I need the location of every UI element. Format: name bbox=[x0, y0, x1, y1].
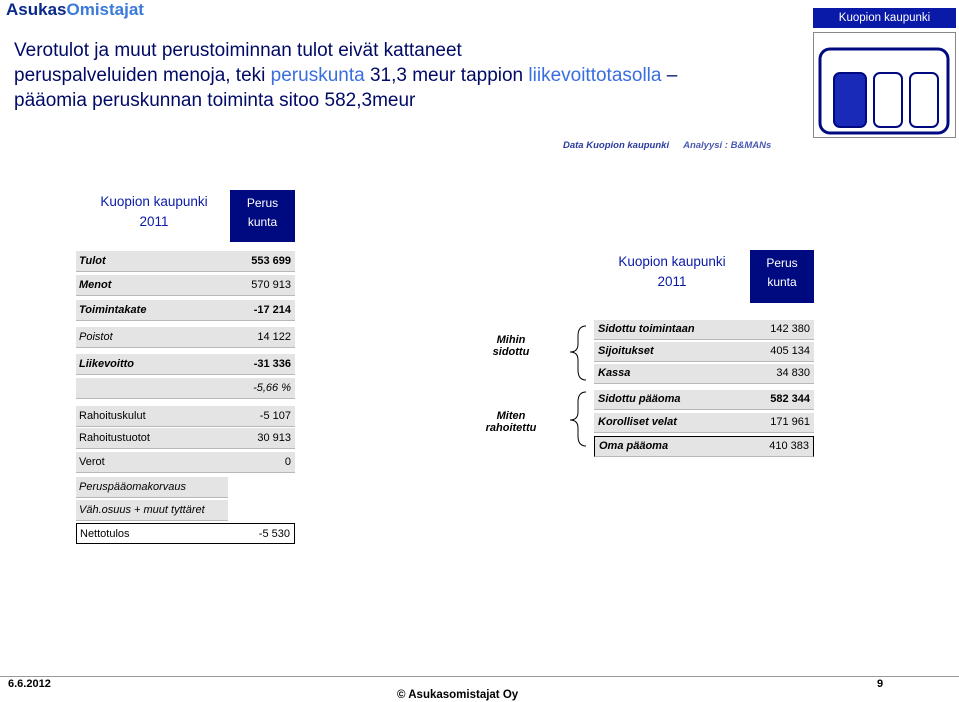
question1-line1: Mihin bbox=[496, 334, 526, 346]
title-line2-part: peruspalveluiden menoja, teki bbox=[14, 65, 271, 86]
title-line3: pääomia peruskunnan toiminta sitoo 582,3meur bbox=[14, 90, 416, 111]
row-value: -5 530 bbox=[258, 528, 290, 540]
balance-header-org bbox=[594, 250, 750, 305]
row-label: Peruspääomakorvaus bbox=[79, 481, 187, 493]
city-banner: Kuopion kaupunki bbox=[813, 8, 956, 28]
income-row-menot bbox=[76, 275, 295, 296]
row-label: Toimintakate bbox=[79, 304, 147, 316]
row-label: Korolliset velat bbox=[598, 416, 677, 428]
footer-divider bbox=[0, 676, 959, 677]
income-header-col2: kunta bbox=[247, 215, 278, 229]
income-row-verot bbox=[76, 452, 295, 473]
brand-part1: Asukas bbox=[6, 0, 67, 19]
balance-header-year: 2011 bbox=[657, 274, 687, 289]
row-value: -5 107 bbox=[259, 410, 291, 422]
income-row-peruspaaomakorvaus bbox=[76, 477, 228, 498]
income-header-column bbox=[230, 190, 295, 242]
brace-upper-icon bbox=[570, 326, 586, 380]
brand-part2: Omistajat bbox=[66, 0, 144, 19]
row-value: 171 961 bbox=[770, 416, 810, 428]
page-title bbox=[14, 38, 774, 113]
row-label: Liikevoitto bbox=[79, 358, 135, 370]
income-row-vah-osuus bbox=[76, 500, 228, 521]
title-highlight-peruskunta: peruskunta bbox=[270, 65, 365, 86]
row-value: -5,66 % bbox=[253, 382, 291, 394]
row-label: Rahoitustuotot bbox=[79, 432, 150, 444]
structure-map-icon bbox=[813, 32, 956, 138]
balance-row-korolliset-velat bbox=[594, 413, 814, 433]
row-value: -17 214 bbox=[253, 304, 291, 316]
income-header-year: 2011 bbox=[139, 214, 169, 229]
income-row-liikevoitto bbox=[76, 354, 295, 375]
balance-row-sidottu-paaoma bbox=[594, 390, 814, 410]
source-data: Data Kuopion kaupunki bbox=[563, 140, 670, 151]
question1-line2: sidottu bbox=[492, 346, 530, 358]
income-row-toimintakate bbox=[76, 300, 295, 321]
balance-header-column bbox=[750, 250, 814, 303]
row-value: 405 134 bbox=[770, 345, 810, 357]
income-row-tulot bbox=[76, 251, 295, 272]
row-label: Poistot bbox=[79, 331, 113, 343]
income-row-rahoituskulut bbox=[76, 406, 295, 427]
title-line2-part: – bbox=[661, 65, 678, 86]
row-label: Oma pääoma bbox=[599, 440, 669, 452]
income-header-org-name: Kuopion kaupunki bbox=[100, 194, 208, 209]
income-row-percent bbox=[76, 378, 295, 399]
row-label: Menot bbox=[79, 279, 112, 291]
source-analysis: Analyysi : B&MANs bbox=[683, 140, 772, 151]
row-label: Sijoitukset bbox=[598, 345, 654, 357]
row-value: 570 913 bbox=[251, 279, 291, 291]
balance-row-oma-paaoma bbox=[594, 436, 814, 457]
row-value: 14 122 bbox=[257, 331, 291, 343]
row-label: Väh.osuus + muut tyttäret bbox=[79, 504, 205, 516]
balance-row-kassa bbox=[594, 364, 814, 384]
income-row-rahoitustuotot bbox=[76, 428, 295, 449]
brace-icons bbox=[564, 322, 594, 452]
title-line2-part: 31,3 meur tappion bbox=[364, 65, 529, 86]
income-header-org bbox=[76, 190, 232, 244]
footer-page-number: 9 bbox=[877, 678, 884, 690]
row-value: 34 830 bbox=[776, 367, 810, 379]
row-value: 0 bbox=[284, 456, 291, 468]
data-source bbox=[563, 140, 771, 151]
row-value: 582 344 bbox=[770, 393, 810, 405]
income-header-col1: Perus bbox=[246, 196, 279, 210]
row-label: Sidottu toimintaan bbox=[598, 323, 695, 335]
balance-header-col1: Perus bbox=[766, 256, 798, 270]
balance-row-sidottu-toimintaan bbox=[594, 320, 814, 340]
title-line2 bbox=[14, 63, 774, 88]
balance-header-org-name: Kuopion kaupunki bbox=[618, 254, 726, 269]
row-value: 410 383 bbox=[769, 440, 809, 452]
income-row-poistot bbox=[76, 327, 295, 348]
question-how-financed bbox=[476, 410, 546, 434]
question2-line2: rahoitettu bbox=[485, 422, 537, 434]
title-line1: Verotulot ja muut perustoiminnan tulot eivät kattaneet bbox=[14, 40, 462, 61]
balance-row-sijoitukset bbox=[594, 342, 814, 362]
row-value: 553 699 bbox=[251, 255, 291, 267]
question2-line1: Miten bbox=[496, 410, 526, 422]
footer-date: 6.6.2012 bbox=[8, 678, 51, 690]
balance-header-col2: kunta bbox=[767, 275, 797, 289]
brace-lower-icon bbox=[570, 392, 586, 446]
row-label: Nettotulos bbox=[80, 528, 130, 540]
row-label: Kassa bbox=[598, 367, 631, 379]
row-label: Sidottu pääoma bbox=[598, 393, 681, 405]
question-where-tied bbox=[476, 334, 546, 358]
row-value: -31 336 bbox=[253, 358, 291, 370]
row-label: Verot bbox=[79, 456, 105, 468]
footer-copyright: © Asukasomistajat Oy bbox=[397, 689, 519, 701]
row-label: Rahoituskulut bbox=[79, 410, 146, 422]
row-label: Tulot bbox=[79, 255, 106, 267]
title-highlight-liikevoitto: liikevoittotasolla bbox=[528, 65, 662, 86]
income-row-nettotulos bbox=[76, 523, 295, 544]
row-value: 142 380 bbox=[770, 323, 810, 335]
row-value: 30 913 bbox=[257, 432, 291, 444]
brand-logo bbox=[6, 0, 144, 20]
